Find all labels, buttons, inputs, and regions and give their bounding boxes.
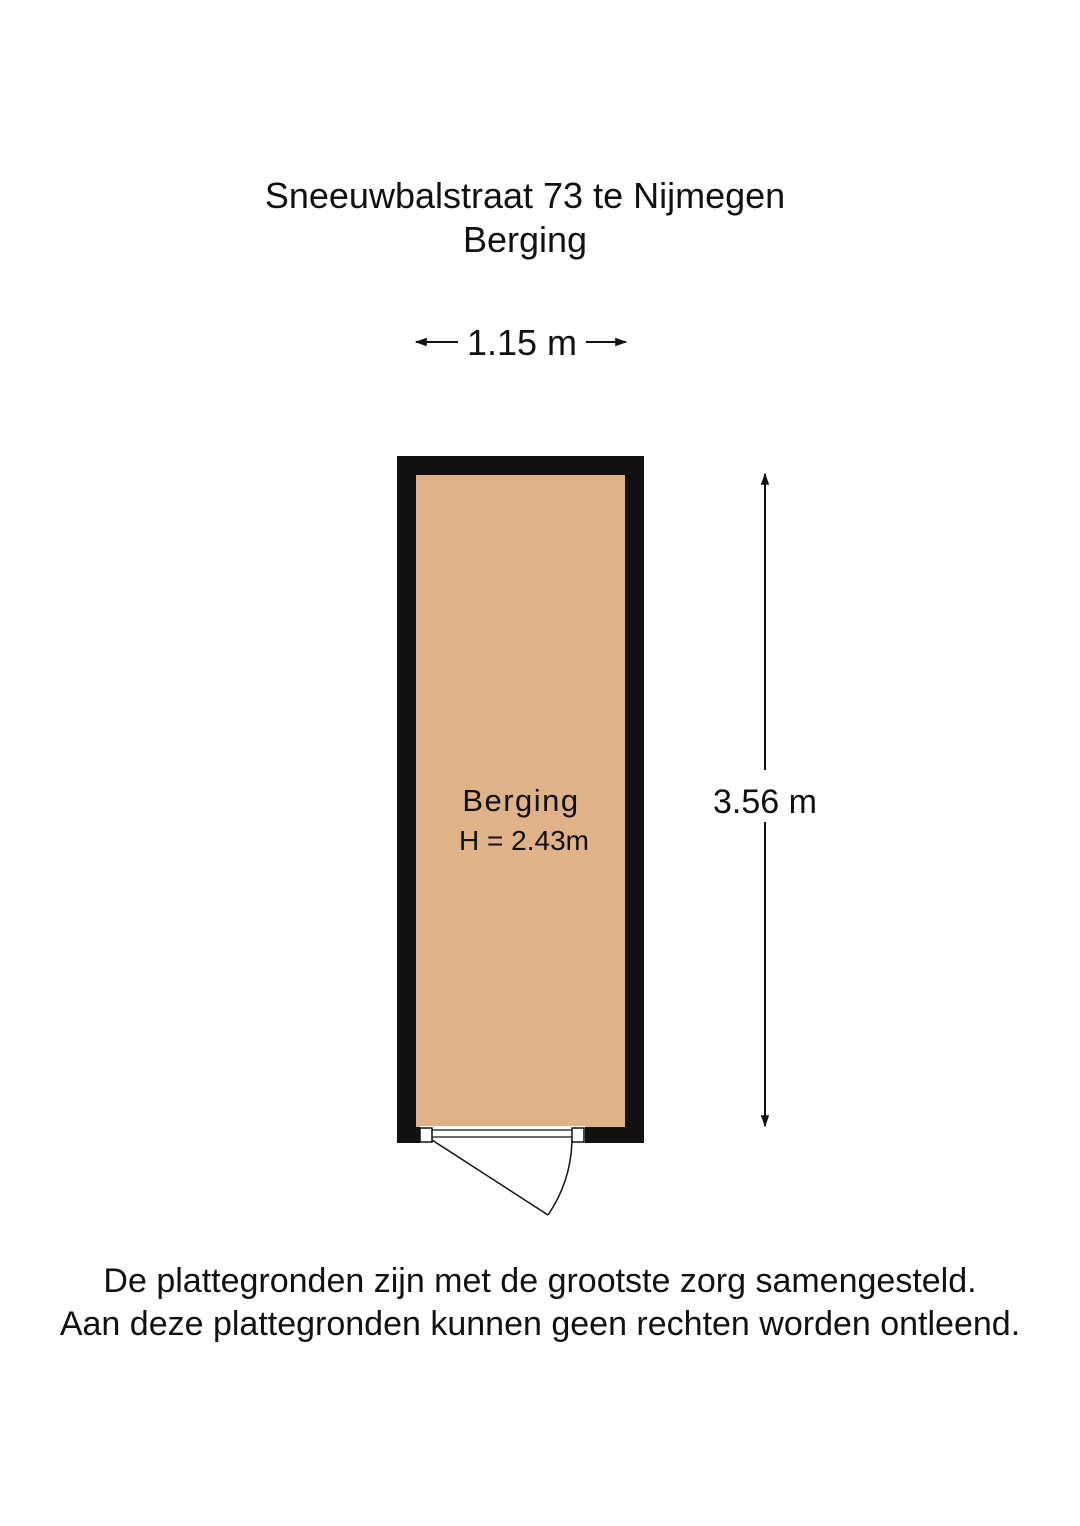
door-leaf	[432, 1140, 548, 1215]
floor-title: Berging	[462, 219, 588, 260]
disclaimer	[0, 1260, 1080, 1346]
address-title: Sneeuwbalstraat 73 te Nijmegen	[264, 175, 786, 216]
door-frame-right	[572, 1128, 584, 1142]
disclaimer-line-2: Aan deze plattegronden kunnen geen rechten worden ontleend.	[59, 1305, 1021, 1343]
length-dimension	[713, 474, 817, 1126]
door-frame-left	[420, 1128, 432, 1142]
length-label: 3.56 m	[713, 783, 817, 821]
room-berging	[397, 456, 644, 1215]
room-name-label: Berging	[462, 783, 580, 818]
width-dimension	[416, 322, 626, 363]
door-swing-arc	[548, 1140, 572, 1215]
room-height-label: H = 2.43m	[459, 825, 589, 856]
disclaimer-line-1: De plattegronden zijn met de grootste zorg samengesteld.	[103, 1262, 977, 1300]
door-opening	[420, 1126, 585, 1144]
width-label: 1.15 m	[466, 322, 578, 363]
